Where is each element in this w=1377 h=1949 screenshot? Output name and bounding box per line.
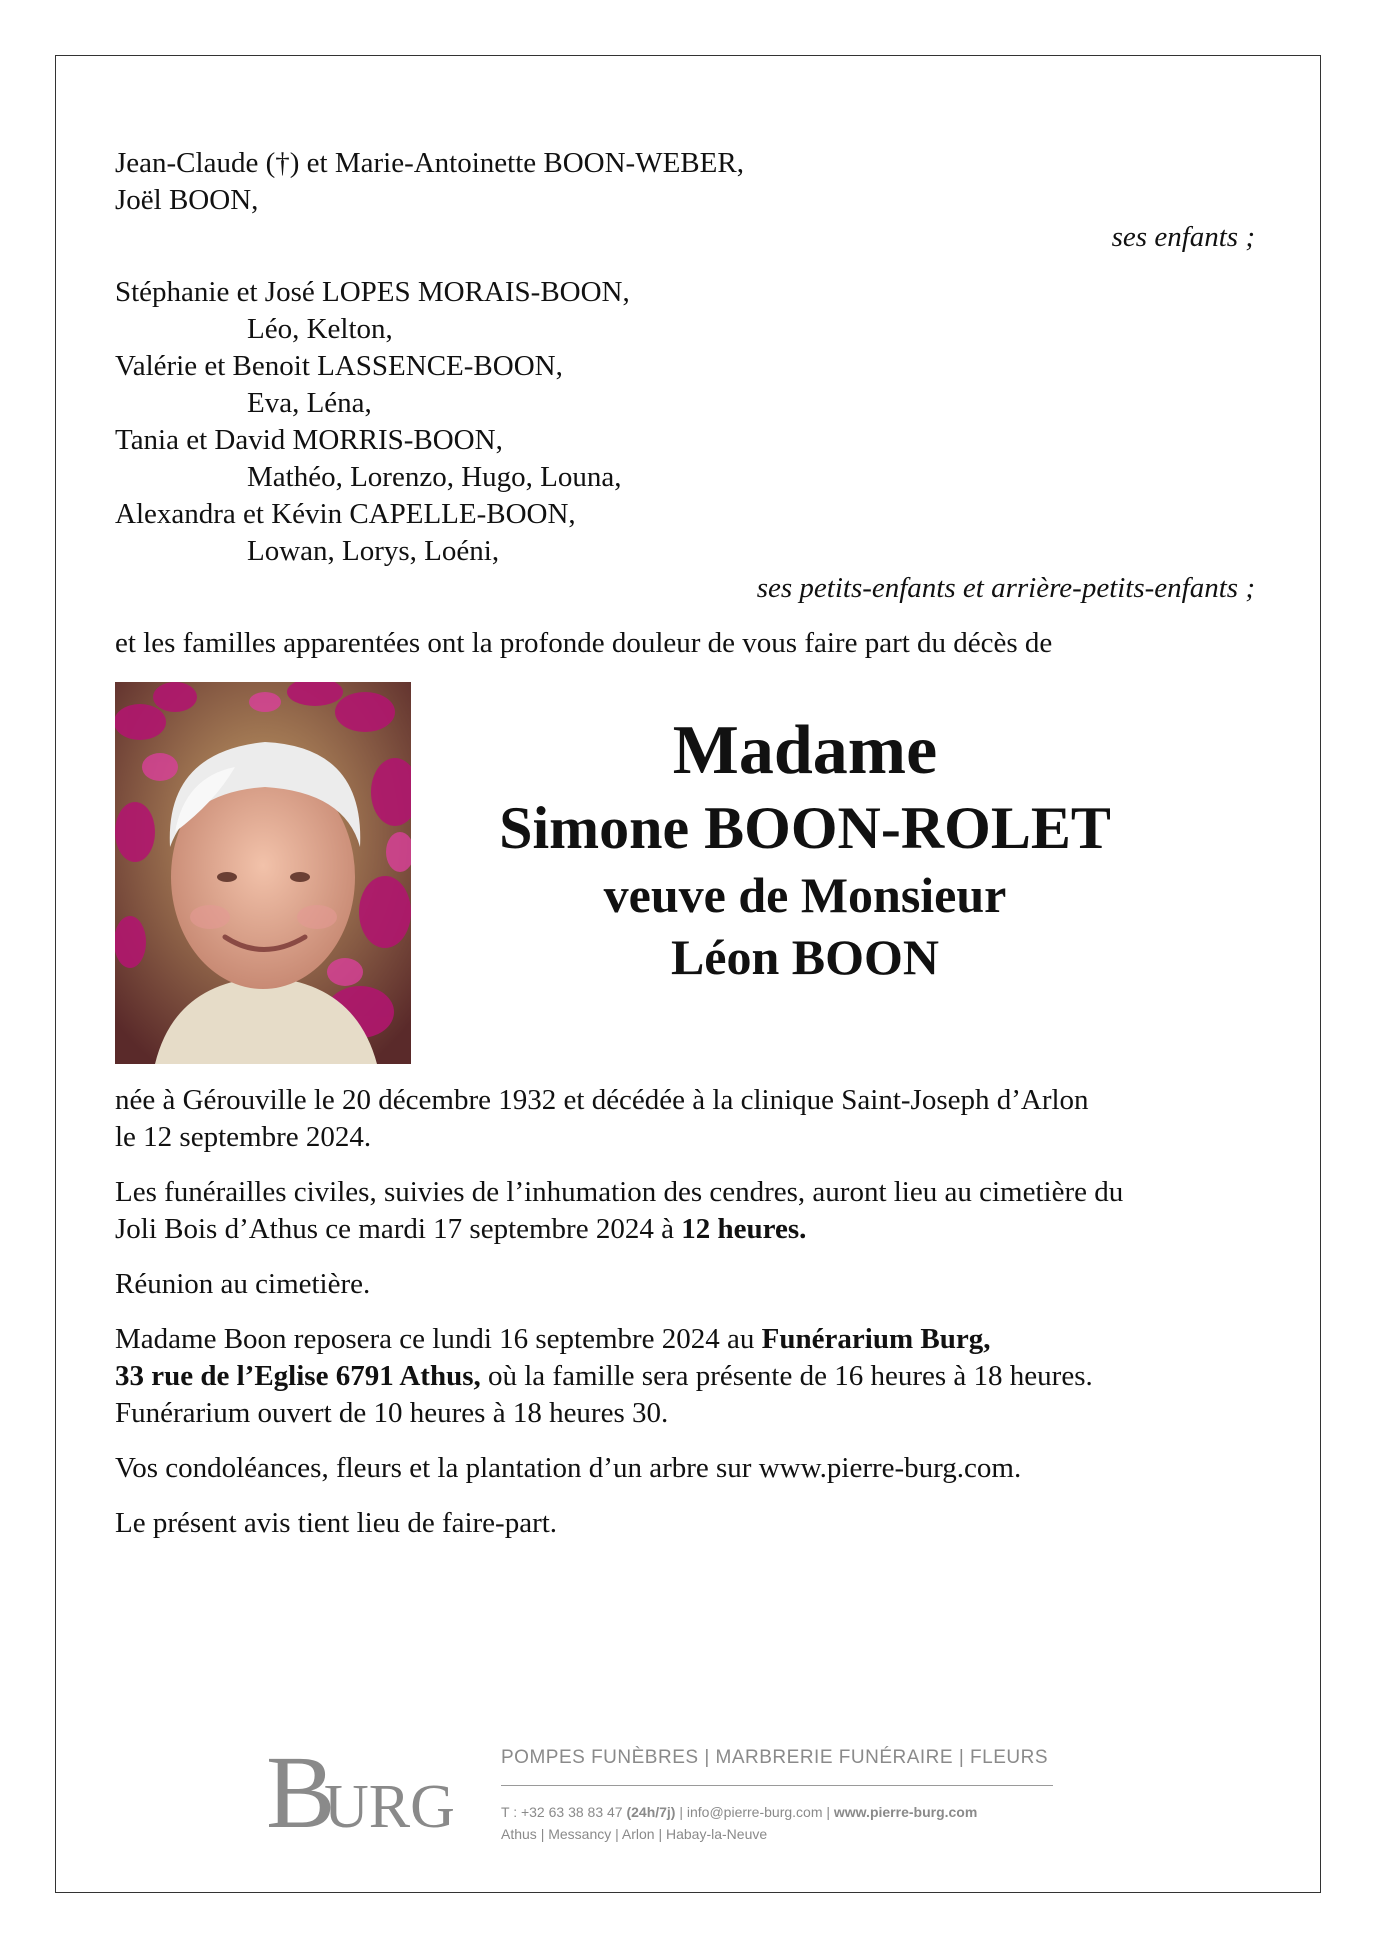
burg-logo: [266, 1735, 456, 1845]
child-line-2: Joël BOON,: [115, 184, 259, 216]
svg-text:URG: URG: [324, 1773, 455, 1841]
funerarium-address: 33 rue de l’Eglise 6791 Athus,: [115, 1360, 481, 1392]
widow-of: veuve de Monsieur: [603, 867, 1007, 923]
grandchild-couple-1: Stéphanie et José LOPES MORAIS-BOON,: [115, 276, 630, 308]
grandchild-kids-3: Mathéo, Lorenzo, Hugo, Louna,: [247, 461, 622, 493]
notice-paragraph: Le présent avis tient lieu de faire-part.: [115, 1507, 558, 1539]
deceased-name: Simone BOON-ROLET: [499, 795, 1111, 861]
funeral-paragraph: Les funérailles civiles, suivies de l’inhumation des cendres, auront lieu au cimetière du Joli Bois d’Athus ce mardi 17 septembre 2024 à 12 heures.: [115, 1176, 1124, 1245]
condolences-paragraph: Vos condoléances, fleurs et la plantation d’un arbre sur www.pierre-burg.com.: [115, 1452, 1022, 1484]
deceased-title: Madame: [672, 712, 938, 789]
grandchildren-label: ses petits-enfants et arrière-petits-enfants ;: [756, 572, 1255, 604]
footer-places: Athus | Messancy | Arlon | Habay-la-Neuve: [501, 1826, 768, 1842]
meeting-paragraph: Réunion au cimetière.: [115, 1268, 371, 1300]
footer-info: [501, 1745, 1061, 1846]
rest-paragraph: Madame Boon reposera ce lundi 16 septembre 2024 au Funérarium Burg, 33 rue de l’Eglise 6791 Athus, où la famille sera présente de 16 heures à 18 heures. Funérarium ouvert de 10 heures à 18 heures 30.: [115, 1323, 1093, 1429]
grandchild-kids-4: Lowan, Lorys, Loéni,: [247, 535, 500, 567]
announcement: et les familles apparentées ont la profonde douleur de vous faire part du décès de: [115, 627, 1053, 659]
grandchild-kids-2: Eva, Léna,: [247, 387, 372, 419]
obituary-text: [115, 145, 1255, 1560]
footer-contact: T : +32 63 38 83 47 (24h/7j) | info@pierre-burg.com | www.pierre-burg.com: [501, 1804, 978, 1820]
grandchild-couple-2: Valérie et Benoit LASSENCE-BOON,: [115, 350, 563, 382]
child-line-1: Jean-Claude (†) et Marie-Antoinette BOON-WEBER,: [115, 147, 744, 179]
funerarium-name: Funérarium Burg,: [761, 1323, 991, 1355]
footer-services: POMPES FUNÈBRES | MARBRERIE FUNÉRAIRE | FLEURS: [501, 1747, 1049, 1768]
children-label: ses enfants ;: [1111, 221, 1255, 253]
footer-divider: [501, 1785, 1053, 1786]
birth-death-paragraph: née à Gérouville le 20 décembre 1932 et décédée à la clinique Saint-Joseph d’Arlon le 12 septembre 2024.: [115, 1084, 1089, 1153]
deceased-section: [115, 682, 1255, 1082]
deceased-names: [465, 710, 1145, 988]
footer: [266, 1735, 1066, 1855]
grandchild-kids-1: Léo, Kelton,: [247, 313, 393, 345]
spouse-name: Léon BOON: [670, 929, 940, 985]
grandchild-couple-4: Alexandra et Kévin CAPELLE-BOON,: [115, 498, 576, 530]
svg-text:B: B: [266, 1735, 336, 1845]
portrait-photo: [115, 682, 411, 1064]
grandchild-couple-3: Tania et David MORRIS-BOON,: [115, 424, 503, 456]
funeral-time: 12 heures.: [681, 1213, 807, 1245]
